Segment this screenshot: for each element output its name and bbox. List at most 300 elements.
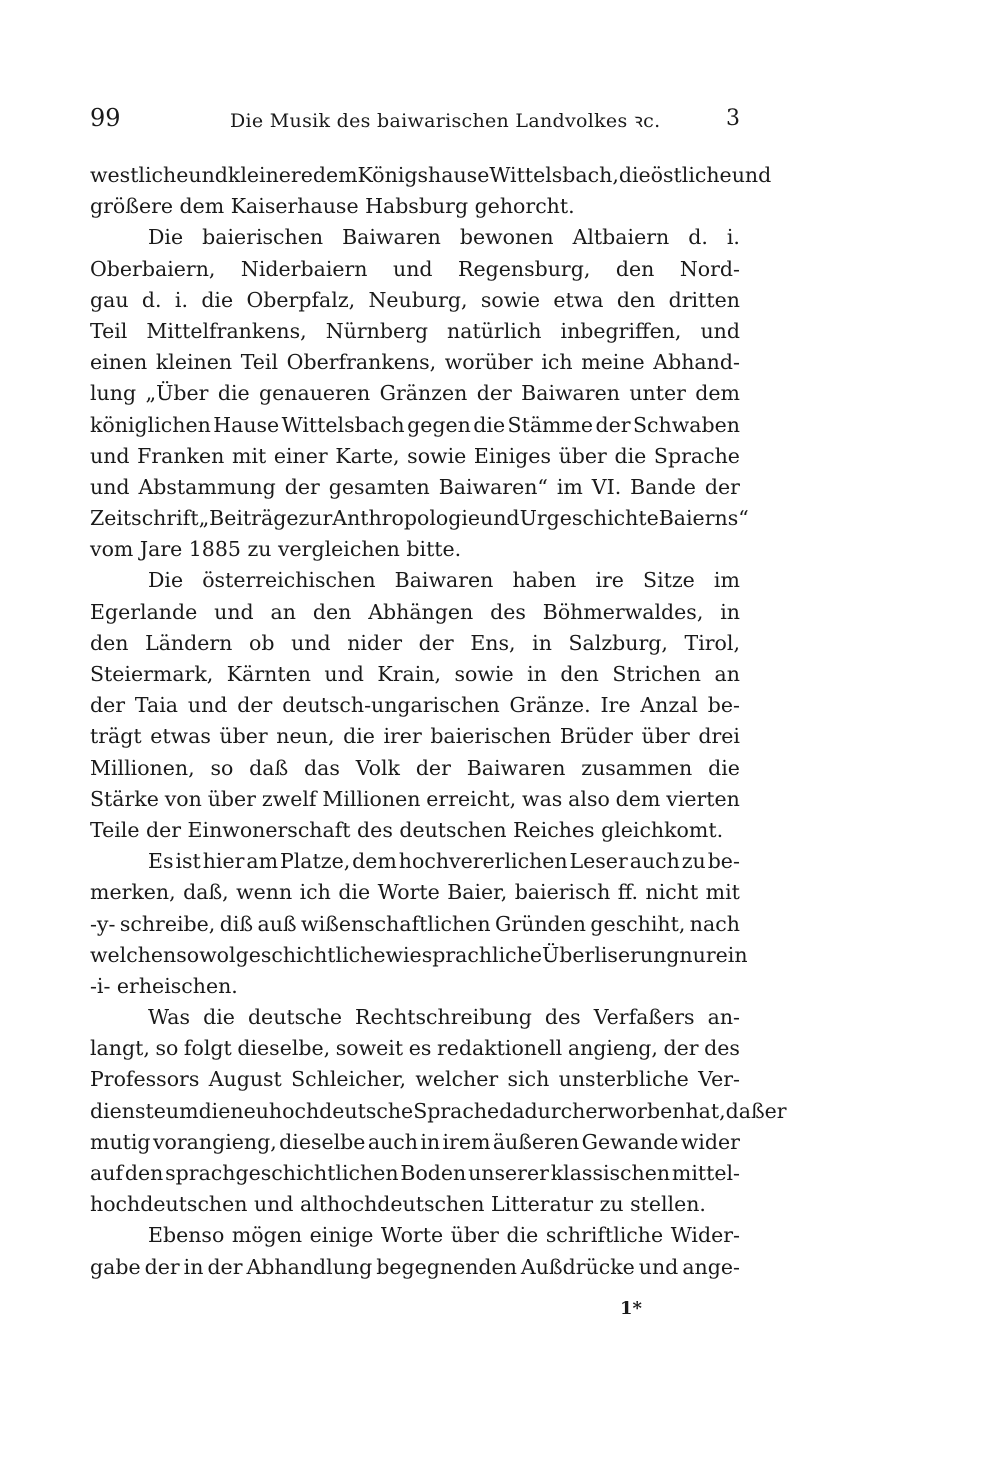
word: in [720,599,740,624]
word: worüber [444,350,533,375]
word: sich [507,1067,550,1092]
word: der [595,412,631,437]
word: Teil [240,350,279,375]
word: zur [298,506,333,531]
word: Niderbaiern [240,256,368,281]
word: zwelf [261,786,317,811]
word: der [415,755,451,780]
word: Was [148,1005,191,1030]
text-line [90,254,740,285]
word: daß, [183,880,229,905]
word: Sprache [653,443,740,468]
word: genaueren [259,381,371,406]
word: der [284,474,320,499]
word: über [641,724,690,749]
word: klassischen [550,1161,671,1185]
word: dem [695,381,740,406]
word: Böhmerwaldes, [542,599,704,624]
text-line [90,1252,740,1283]
word: irer [383,724,422,749]
word: langt, [90,1036,150,1061]
word: geschichtliche [235,942,386,967]
text-line-content: hochdeutschen und althochdeutschen Litteratur zu stellen. [90,1192,706,1217]
word: die [203,1005,235,1030]
word: Urgeschichte [519,506,659,531]
word: Wittelsbach, [489,163,619,187]
word: Ländern [145,630,233,655]
text-line [90,285,740,316]
word: Taia [134,693,179,718]
word: gau [90,287,129,312]
word: Worte [380,1223,444,1248]
word: dem [312,163,358,187]
word: in [420,1129,441,1154]
word: österreichischen [202,568,376,593]
word: nach [689,911,740,936]
word: Zeitschrift [90,506,199,531]
word: hier [202,849,245,874]
word: Bande [630,474,696,499]
word: Teil [90,318,128,343]
word: mit [232,443,267,468]
word: Nürnberg [325,318,429,343]
word: Oberfrankens, [286,350,437,375]
word: daß [725,1098,765,1123]
word: die [217,381,250,406]
word: zu [681,849,706,874]
word: und [187,693,228,718]
word: den [312,599,352,624]
word: welcher [415,1067,499,1092]
word: Altbaiern [572,225,670,250]
word: die [506,1223,539,1248]
word: und [291,630,331,655]
word: den [616,287,656,312]
word: irem [442,1129,491,1154]
word: sowie [480,287,540,312]
text-line [90,1158,740,1189]
word: Überliserung [541,942,680,967]
word: dem [352,849,397,874]
word: die [618,163,651,187]
word: Baier, [447,880,508,905]
word: baierischen [430,724,552,749]
word: im [556,474,583,499]
word: Stärke [90,786,159,811]
word: Neuburg, [368,287,468,312]
word: gegen [407,412,471,437]
word: Nord- [679,256,740,281]
word: Baiwaren“ [438,474,548,499]
word: welchen [90,942,177,967]
word: Schleicher, [291,1067,406,1092]
text-line [90,721,740,752]
word: hat, [685,1098,726,1123]
word: den [615,256,655,281]
word: VI. [591,474,622,499]
word: Königshause [357,163,490,187]
word: Regensburg, [458,256,591,281]
word: Anzal [640,693,698,718]
word: und [90,474,130,499]
word: wider [680,1129,740,1154]
text-line-content: vom Jare 1885 zu vergleichen bitte. [90,537,462,562]
word: Stämme [507,412,594,437]
section-number: 3 [726,106,740,131]
word: lung [90,381,137,406]
word: Abhängen [368,599,474,624]
word: erreicht, [426,786,517,811]
word: Strichen [612,662,701,686]
text-line [90,316,740,347]
word: sprachgeschichtlichen [165,1161,399,1185]
text-line [90,503,749,534]
word: i. [174,287,188,312]
word: und [731,163,772,187]
text-line [90,1002,740,1033]
word: auch [367,1129,418,1154]
word: Millionen, [90,755,195,780]
word: ire [595,568,624,593]
word: folgt [183,1036,232,1061]
word: einige [309,1223,374,1248]
word: redaktionell [436,1036,563,1061]
word: zusammen [581,755,693,780]
word: Rechtschreibung [355,1005,532,1030]
word: soweit [335,1036,404,1061]
word: östliche [650,163,732,187]
word: dritten [668,287,740,312]
word: ff. [617,880,639,905]
word: Boden [400,1161,467,1185]
word: nur [679,942,716,967]
word: des [704,1036,740,1061]
word: diß [219,911,254,936]
word: und [324,662,364,686]
page-number: 99 [90,104,121,132]
word: auf [90,1161,124,1185]
word: sowie [454,662,514,686]
word: er [764,1098,787,1123]
word: Abhandlung [246,1254,373,1279]
word: der [207,1254,243,1279]
word: der [90,693,126,718]
word: des [544,1005,581,1030]
signature-mark: 1* [620,1298,642,1319]
word: den [90,630,129,655]
word: Schwaben [633,412,740,437]
word: kleinere [227,163,313,187]
word: trägt [90,724,142,749]
word: Volk [355,755,400,780]
word: August [208,1067,282,1092]
word: einer [273,443,328,468]
word: Gewande [581,1129,679,1154]
word: bewonen [459,225,554,250]
text-line [90,1064,740,1095]
word: den [124,1161,164,1185]
text-line [90,628,740,659]
text-line [90,191,740,222]
word: Baierns“ [658,506,749,531]
word: Sitze [643,568,695,593]
word: die [201,287,234,312]
word: Gränzen [379,381,468,406]
word: Baiwaren [394,568,494,593]
text-line [90,1033,740,1064]
word: geschiht, [590,911,686,936]
text-line-content: Teile der Einwonerschaft des deutschen Reiches gleichkomt. [90,817,724,842]
word: Professors [90,1067,200,1092]
word: gabe [90,1254,141,1279]
running-title: Die Musik des baiwarischen Landvolkes ꝛc. [230,110,661,132]
text-line-content: größere dem Kaiserhause Habsburg gehorcht. [90,194,575,219]
word: baierischen [202,225,324,250]
text-line [90,877,740,908]
word: der [704,474,740,499]
word: Abhand- [653,350,740,375]
word: Sprache [413,1098,500,1123]
text-line [90,565,740,596]
word: Anthropologie [332,506,481,531]
word: in [527,662,547,686]
word: d. [141,287,162,312]
word: schreibe, [119,911,216,936]
text-line [90,659,740,690]
word: Salzburg, [568,630,668,655]
word: und [638,1254,679,1279]
word: etwa [553,287,604,312]
word: also [568,786,610,811]
text-line [90,815,740,846]
word: merken, [90,880,176,905]
word: neun, [276,724,335,749]
word: hochvererlichen [398,849,568,874]
text-line [90,1127,740,1158]
text-line [90,378,740,409]
word: wie [385,942,422,967]
word: an- [707,1005,740,1030]
word: d. [688,225,708,250]
text-line [90,597,740,628]
word: unserer [468,1161,549,1185]
word: die [614,443,647,468]
word: in [183,1254,204,1279]
text-line [90,940,748,971]
word: neuhochdeutsche [230,1098,414,1123]
word: der [418,630,454,655]
word: be- [707,693,740,718]
text-line [90,347,740,378]
word: Oberbaiern, [90,256,216,281]
word: deutsche [247,1005,342,1030]
word: Die [148,568,184,593]
word: mit [705,880,740,905]
word: Tirol, [684,630,740,655]
word: über [450,1223,499,1248]
word: etwas [150,724,211,749]
word: vierten [666,786,740,811]
word: Ver- [698,1067,740,1092]
word: und [480,506,520,531]
word: dem [615,786,661,811]
word: dieselbe, [237,1036,331,1061]
word: der [144,1254,180,1279]
word: Mittelfrankens, [146,318,307,343]
word: ein [715,942,748,967]
word: Egerlande [90,599,198,624]
word: die [343,724,375,749]
text-line [90,1189,740,1220]
word: ange- [682,1254,740,1279]
word: wenn [236,880,293,905]
word: auch [629,849,680,874]
word: und [90,443,130,468]
word: gesamten [328,474,430,499]
word: Gränze. [509,693,591,718]
word: schriftliche [545,1223,664,1248]
text-line [90,410,740,441]
word: dienste [90,1098,166,1123]
word: mutig [90,1129,151,1154]
word: Oberpfalz, [246,287,356,312]
word: Einiges [473,443,551,468]
word: Karte, [335,443,400,468]
word: das [304,755,340,780]
word: drei [698,724,740,749]
word: der [663,1036,699,1061]
word: Kärnten [226,662,311,686]
text-line-content: -i- erheischen. [90,973,238,998]
text-line [90,1096,787,1127]
word: deutsch-ungarischen [282,693,500,718]
word: und [214,599,254,624]
word: westliche [90,163,189,187]
text-line [90,472,740,503]
word: meine [581,350,645,375]
word: nicht [645,880,699,905]
word: an [270,599,296,624]
word: baierisch [514,880,611,905]
word: „Beiträge [198,506,299,531]
word: angieng, [567,1036,658,1061]
word: im [713,568,740,593]
text-line [90,441,740,472]
word: an [714,662,740,686]
text-line [90,909,740,940]
word: die [198,1098,231,1123]
word: erworben [585,1098,686,1123]
word: die [473,412,506,437]
word: so [155,1036,179,1061]
word: vorangieng, [152,1129,277,1154]
text-line [90,971,740,1002]
word: unter [629,381,686,406]
word: ich [299,880,331,905]
word: Baiwaren [466,755,566,780]
word: was [522,786,563,811]
word: Außdrücke [520,1254,635,1279]
word: der [476,381,512,406]
word: inbegriffen, [560,318,682,343]
word: königlichen [90,412,211,437]
word: über [219,724,268,749]
word: Leser [569,849,628,874]
word: be- [707,849,740,874]
word: unsterbliche [558,1067,689,1092]
word: über [207,786,256,811]
word: Hause [213,412,280,437]
text-line [90,846,740,877]
word: Millionen [322,786,421,811]
word: über [558,443,607,468]
word: Abstammung [138,474,276,499]
word: und [188,163,228,187]
word: um [165,1098,199,1123]
word: die [708,755,740,780]
word: Steiermark, [90,662,214,686]
word: ich [541,350,573,375]
word: den [560,662,599,686]
word: Baiwaren [342,225,441,250]
word: sprachliche [421,942,542,967]
word: Gründen [494,911,586,936]
word: Worte [377,880,440,905]
word: Es [148,849,174,874]
word: Platze, [279,849,351,874]
word: die [338,880,371,905]
word: Verfaßers [593,1005,695,1030]
word: Baiwaren [521,381,620,406]
word: der [237,693,273,718]
word: Brüder [559,724,633,749]
word: des [490,599,526,624]
word: Ens, [470,630,516,655]
word: und [700,318,740,343]
word: äußeren [492,1129,580,1154]
word: nider [347,630,403,655]
word: begegnenden [376,1254,517,1279]
word: Ebenso [148,1223,225,1248]
word: sowie [407,443,467,468]
word: einen [90,350,148,375]
text-line [90,1220,740,1251]
word: so [210,755,234,780]
text-line [90,160,772,191]
text-line [90,534,740,565]
word: sowol [176,942,236,967]
word: -y- [90,911,116,936]
word: Krain, [377,662,442,686]
word: mögen [231,1223,303,1248]
word: haben [512,568,577,593]
text-line [90,784,740,815]
word: dadurch [499,1098,586,1123]
word: mittel- [671,1161,740,1185]
word: und [393,256,433,281]
word: Ire [600,693,631,718]
word: von [164,786,202,811]
text-line [90,222,740,253]
text-line [90,753,740,784]
word: „Über [145,381,209,406]
word: i. [726,225,740,250]
word: Wider- [670,1223,740,1248]
body-text [90,160,787,1283]
word: wißenschaftlichen [301,911,491,936]
word: Wittelsbach [281,412,405,437]
word: dieselbe [279,1129,366,1154]
